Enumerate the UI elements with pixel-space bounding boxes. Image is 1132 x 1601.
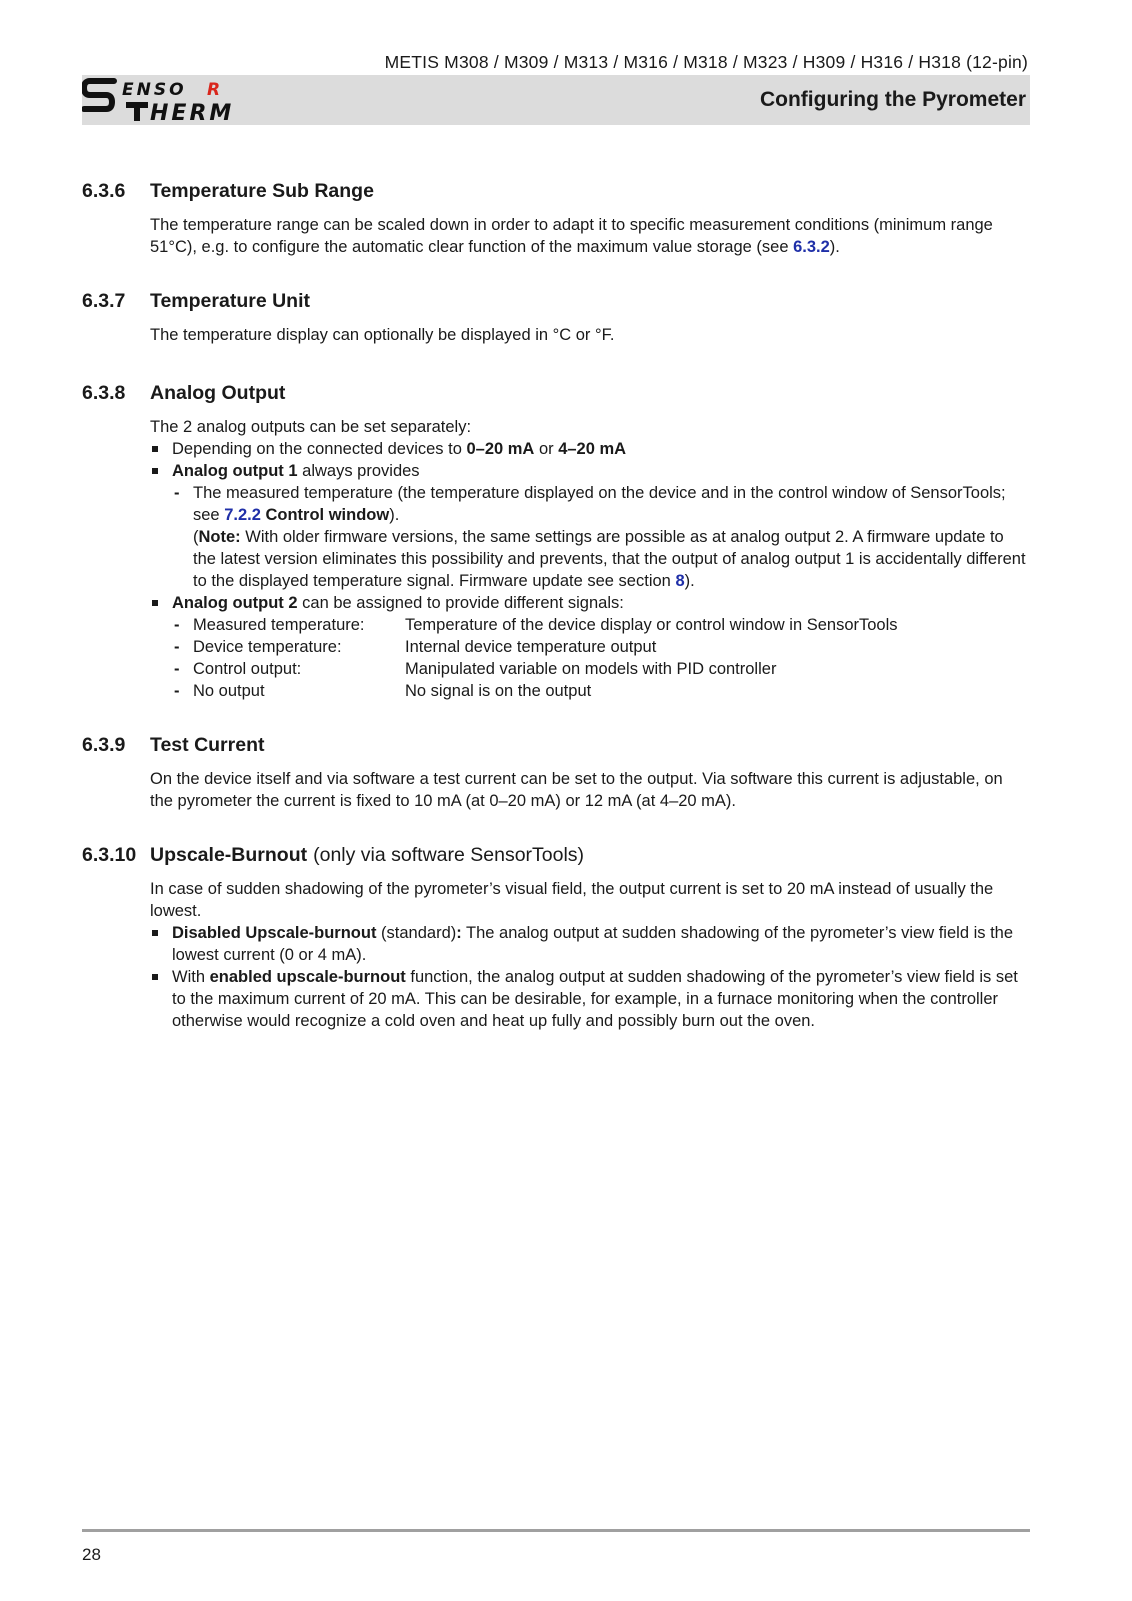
bold-text: Control window bbox=[260, 506, 390, 524]
section-6-3-8 bbox=[82, 380, 1030, 702]
paragraph: On the device itself and via software a test current can be set to the output. Via software this current is adjustable, on the pyrometer the current is fixed to 10 mA (at 0–20 mA) or 12 mA (at 4–20 mA). bbox=[150, 770, 1003, 810]
bold-text: 0–20 mA bbox=[466, 440, 535, 458]
list-item bbox=[150, 460, 1030, 592]
section-title: Upscale-Burnout bbox=[150, 844, 308, 866]
header-bar bbox=[82, 75, 1030, 125]
section-heading bbox=[82, 380, 1030, 406]
bold-text: 4–20 mA bbox=[558, 440, 627, 458]
section-number: 6.3.8 bbox=[82, 382, 126, 404]
signal-row bbox=[172, 658, 1030, 680]
text: always provides bbox=[297, 462, 420, 480]
section-heading bbox=[82, 288, 1030, 314]
section-6-3-9 bbox=[82, 732, 1030, 812]
bold-text: Analog output 2 bbox=[172, 594, 298, 612]
signal-description: Internal device temperature output bbox=[405, 638, 657, 656]
bold-text: : bbox=[456, 924, 462, 942]
signal-row bbox=[172, 636, 1030, 658]
text: The temperature range can be scaled down in order to adapt it to specific measurement conditions (minimum range 51°C), e.g. to configure the automatic clear function of the maximum value storage (see bbox=[150, 216, 993, 256]
list-item bbox=[172, 482, 1030, 592]
page-number: 28 bbox=[82, 1545, 101, 1564]
section-body bbox=[150, 878, 1030, 1032]
section-title: Temperature Sub Range bbox=[150, 180, 374, 202]
xref-7-2-2-link[interactable]: 7.2.2 bbox=[224, 506, 261, 524]
section-header-title: Configuring the Pyrometer bbox=[759, 88, 1026, 111]
section-body bbox=[150, 768, 1030, 812]
list-item bbox=[150, 438, 1030, 460]
section-title: Temperature Unit bbox=[150, 290, 310, 312]
text: Depending on the connected devices to bbox=[172, 440, 467, 458]
section-number: 6.3.7 bbox=[82, 290, 126, 312]
footer-rule bbox=[82, 1529, 1030, 1532]
text: The analog output at sudden shadowing of the pyrometer’s view field is the lowest current (0 or 4 mA). bbox=[172, 924, 1014, 964]
text: (standard) bbox=[376, 924, 457, 942]
section-heading bbox=[82, 732, 1030, 758]
text: ). bbox=[829, 238, 840, 256]
section-body bbox=[150, 416, 1030, 702]
svg-text:ENSO: ENSO bbox=[122, 80, 187, 100]
svg-text:R: R bbox=[207, 80, 221, 100]
section-heading bbox=[82, 178, 1030, 204]
section-6-3-10 bbox=[82, 842, 1030, 1032]
text: With older firmware versions, the same settings are possible as at analog output 2. A firmware update to the latest version eliminates this possibility and prevents, that the output of analog output 1 is accidentally different to the displayed temperature signal. Firmware update see section bbox=[193, 528, 1026, 590]
product-line: METIS M308 / M309 / M313 / M316 / M318 / M323 / H309 / H316 / H318 (12-pin) bbox=[384, 52, 1028, 72]
signal-row bbox=[172, 680, 1030, 702]
signal-name: - No output bbox=[193, 682, 265, 700]
paragraph: In case of sudden shadowing of the pyrometer’s visual field, the output current is set to 20 mA instead of usually the lowest. bbox=[150, 880, 994, 920]
note-label: Note: bbox=[198, 528, 241, 546]
xref-6-3-2-link[interactable]: 6.3.2 bbox=[793, 238, 830, 256]
paragraph: The temperature display can optionally be displayed in °C or °F. bbox=[150, 326, 615, 344]
signal-row bbox=[172, 614, 1030, 636]
section-6-3-7 bbox=[82, 288, 1030, 346]
dash-list bbox=[172, 482, 1030, 592]
section-number: 6.3.10 bbox=[82, 844, 137, 866]
text: or bbox=[534, 440, 559, 458]
section-number: 6.3.6 bbox=[82, 180, 126, 202]
text: function, the analog output at sudden shadowing of the pyrometer’s view field is set to the maximum current of 20 mA. This can be desirable, for example, in a furnace monitoring when the controller otherwise would recognize a cold oven and heat up fully and possibly burn out the oven. bbox=[172, 968, 1018, 1030]
signal-description: No signal is on the output bbox=[405, 682, 592, 700]
bold-text: Analog output 1 bbox=[172, 462, 298, 480]
bold-text: Disabled Upscale-burnout bbox=[172, 924, 377, 942]
signal-description: Temperature of the device display or control window in SensorTools bbox=[405, 616, 898, 634]
paragraph: The 2 analog outputs can be set separately: bbox=[150, 418, 472, 436]
text: The measured temperature (the temperature displayed on the device and in the control window of SensorTools; see bbox=[193, 484, 1006, 524]
text: ). bbox=[389, 506, 400, 524]
section-body bbox=[150, 214, 1030, 258]
text: can be assigned to provide different signals: bbox=[297, 594, 624, 612]
signal-name: - Control output: bbox=[193, 660, 302, 678]
signal-name: - Device temperature: bbox=[193, 638, 342, 656]
bullet-list bbox=[150, 438, 1030, 702]
section-6-3-6 bbox=[82, 178, 1030, 258]
paragraph bbox=[150, 214, 1030, 258]
signal-list bbox=[172, 614, 1030, 702]
section-heading bbox=[82, 842, 1030, 868]
text: ( bbox=[193, 528, 199, 546]
xref-8-link[interactable]: 8 bbox=[675, 572, 685, 590]
sensortherm-logo bbox=[82, 75, 282, 125]
signal-description: Manipulated variable on models with PID controller bbox=[405, 660, 777, 678]
section-title-note: (only via software SensorTools) bbox=[313, 844, 585, 866]
section-number: 6.3.9 bbox=[82, 734, 126, 756]
bold-text: enabled upscale-burnout bbox=[209, 968, 406, 986]
section-body bbox=[150, 324, 1030, 346]
signal-name: - Measured temperature: bbox=[193, 616, 365, 634]
section-title: Analog Output bbox=[150, 382, 286, 404]
section-title: Test Current bbox=[150, 734, 265, 756]
list-item bbox=[150, 922, 1030, 966]
list-item bbox=[150, 966, 1030, 1032]
text: ). bbox=[684, 572, 695, 590]
text: With bbox=[172, 968, 210, 986]
svg-text:HERM: HERM bbox=[150, 101, 235, 125]
list-item bbox=[150, 592, 1030, 702]
page-content bbox=[82, 178, 1030, 1062]
bullet-list bbox=[150, 922, 1030, 1032]
